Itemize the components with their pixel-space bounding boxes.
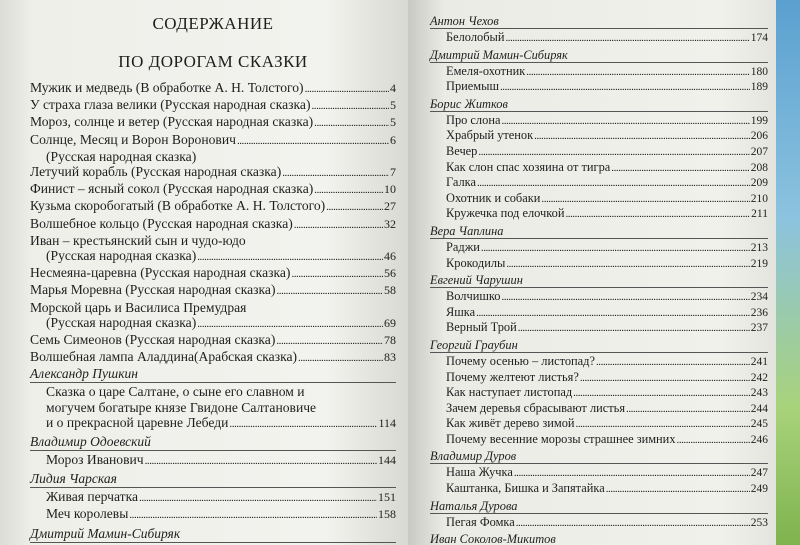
toc-entry [30,132,396,149]
toc-entry [430,515,768,531]
entry-title: Мороз, солнце и ветер (Русская народная сказка) [30,114,314,130]
dot-leader [229,417,377,432]
author-group [430,449,768,496]
toc-entry-line [446,401,768,417]
dot-leader [276,334,383,349]
entry-page: 46 [384,249,396,264]
author-name: Антон Чехов [430,14,768,29]
dot-leader [541,192,749,207]
toc-entry-line [30,149,396,164]
dot-leader [526,65,749,80]
author-group [430,338,768,448]
entry-title: Приемыш [446,79,499,94]
entry-page: 174 [750,32,768,44]
entry-page: 243 [750,387,768,400]
entry-page: 245 [750,418,768,431]
entry-title: Почему желтеют листья? [446,369,579,384]
dot-leader [516,516,750,531]
toc-entry-line [446,206,768,222]
entry-page: 209 [750,177,768,190]
entry-page: 244 [750,402,768,415]
entry-page: 114 [378,415,396,430]
toc-entry [430,401,768,417]
toc-entry-line [30,181,396,198]
entry-title: Меч королевы [46,506,129,522]
entry-title: Марья Моревна (Русская народная сказка) [30,282,276,298]
toc-entry [430,160,768,176]
right-page [408,0,776,545]
entry-title: Про слона [446,112,501,127]
toc-entry [30,265,396,282]
toc-entry [430,206,768,222]
toc-entry-line [446,79,768,95]
entry-title: Почему весенние морозы страшнее зимних [446,431,676,446]
toc-entry-line [46,452,396,469]
entry-title: Зачем деревья сбрасывают листья [446,400,626,415]
author-group [30,471,396,523]
dot-leader [573,386,750,401]
author-group [430,97,768,222]
entry-page: 5 [390,98,396,113]
toc-entry-line [446,191,768,207]
entry-title: Волшебная лампа Аладдина(Арабская сказка) [30,349,298,365]
toc-entry [430,320,768,336]
toc-entry [430,465,768,481]
author-name: Евгений Чарушин [430,273,768,288]
entry-page: 32 [384,216,396,231]
toc-entry [30,506,396,523]
entry-title: Почему осенью – листопад? [446,353,595,368]
toc-entry-line [446,354,768,370]
toc-entry [430,370,768,386]
entry-title: Солнце, Месяц и Ворон Воронович [30,131,236,147]
author-group [430,499,768,531]
entry-title: Несмеяна-царевна (Русская народная сказка) [30,265,291,281]
entry-title: Как живёт дерево зимой [446,416,575,431]
toc-entry [30,332,396,349]
toc-entry-line [446,385,768,401]
dot-leader [514,466,750,481]
entry-title: Как слон спас хозяина от тигра [446,159,611,174]
entry-page: 10 [384,182,396,197]
entry-title: могучем богатыре князе Гвидоне Салтановиче [46,399,317,415]
toc-entry [430,256,768,272]
author-group [30,526,396,545]
entry-page: 58 [384,283,396,298]
dot-leader [506,257,749,272]
entry-page: 158 [378,507,396,522]
toc-entry-line [30,265,396,282]
toc-entry-line [30,164,396,181]
entry-title: (Русская народная сказка) [46,314,197,330]
entry-page: 6 [390,132,396,147]
entry-page: 144 [378,453,396,468]
dot-leader [291,267,383,282]
toc-entry [30,349,396,366]
entry-page: 249 [750,483,768,496]
toc-entry-line [446,416,768,432]
toc-entry [430,191,768,207]
toc-entry [430,481,768,497]
dot-leader [505,31,749,46]
right-authors-list [430,14,768,545]
toc-entry [30,300,396,315]
dot-leader [477,176,750,191]
author-group [430,532,768,545]
dot-leader [314,116,389,131]
entry-title: Наша Жучка [446,465,513,480]
entry-title: Сказка о царе Салтане, о сыне его славном и [46,384,305,400]
toc-entry-line [446,481,768,497]
entry-title: Раджи [446,239,480,254]
toc-entry [30,489,396,506]
dot-leader [326,200,383,215]
dot-leader [476,306,750,321]
author-group [30,434,396,469]
toc-entry-line [446,465,768,481]
toc-entry-line [30,332,396,349]
toc-entry [30,114,396,131]
entry-page: 4 [390,81,396,95]
dot-leader [197,317,383,332]
entry-title: Крокодилы [446,255,506,270]
toc-entry [430,305,768,321]
toc-entry-line [46,384,396,399]
entry-page: 211 [751,208,768,221]
toc-entry [430,79,768,95]
entry-page: 246 [750,433,768,446]
toc-entry [430,175,768,191]
toc-entry-line [446,432,768,448]
toc-entry [30,164,396,181]
toc-entry-line [30,198,396,215]
author-name: Дмитрий Мамин-Сибиряк [430,48,768,63]
dot-leader [139,491,377,506]
toc-entry-line [30,233,396,248]
toc-entry-line [446,160,768,176]
dot-leader [282,166,389,181]
dot-leader [580,371,750,386]
entry-title: Храбрый утенок [446,128,534,143]
toc-entry [30,400,396,415]
entry-title: (Русская народная сказка) [46,148,197,164]
toc-entry [430,144,768,160]
author-name: Иван Соколов-Микитов [430,532,768,545]
dot-leader [276,284,383,299]
toc-entry [30,198,396,215]
entry-page: 242 [750,371,768,384]
left-authors-list [30,366,396,545]
toc-entry-line [446,175,768,191]
entry-title: Иван – крестьянский сын и чудо-юдо [30,232,246,248]
dot-leader [314,183,383,198]
dot-leader [626,402,750,417]
entry-page: 253 [750,516,768,529]
dot-leader [501,114,749,129]
entry-page: 213 [750,241,768,254]
toc-entry [30,97,396,114]
entry-title: Волчишко [446,289,501,304]
entry-page: 78 [384,333,396,348]
toc-entry [30,282,396,299]
toc-entry [430,354,768,370]
toc-entry-line [30,216,396,233]
entry-title: (Русская народная сказка) [46,248,197,264]
toc-entry [30,233,396,248]
toc-entry-line [446,240,768,256]
author-name: Александр Пушкин [30,366,396,383]
toc-entry-line [446,64,768,80]
entry-title: Охотник и собаки [446,190,541,205]
dot-leader [576,417,750,432]
entry-title: Емеля-охотник [446,63,526,78]
entry-page: 151 [378,490,396,505]
entry-title: Верный Трой [446,320,517,335]
next-page-edge [776,0,800,545]
toc-entry-line [446,370,768,386]
toc-entry [30,181,396,198]
entry-page: 207 [750,145,768,158]
toc-entry-line [446,320,768,336]
dot-leader [294,218,383,233]
toc-entry [30,415,396,432]
toc-entry-line [446,256,768,272]
contents-heading: СОДЕРЖАНИЕ [152,14,274,33]
toc-entry [430,64,768,80]
author-name: Владимир Одоевский [30,434,396,451]
author-group [430,224,768,271]
entry-page: 236 [750,306,768,319]
author-name: Владимир Дуров [430,449,768,464]
toc-entry [430,289,768,305]
toc-entry-line [30,300,396,315]
entry-page: 208 [750,161,768,174]
entry-title: Летучий корабль (Русская народная сказка) [30,164,282,180]
toc-entry [430,113,768,129]
dot-leader [565,207,750,222]
entry-title: Волшебное кольцо (Русская народная сказка) [30,215,293,231]
toc-entry-line [30,97,396,114]
entry-page: 7 [390,165,396,180]
entry-title: Пегая Фомка [446,514,515,529]
entry-page: 237 [750,322,768,335]
entry-page: 83 [384,350,396,365]
toc-entry [430,432,768,448]
entry-title: Каштанка, Бишка и Запятайка [446,481,605,496]
toc-entry [430,240,768,256]
toc-entry-line [446,289,768,305]
entry-page: 199 [750,114,768,127]
entry-title: Семь Симеонов (Русская народная сказка) [30,332,276,348]
toc-entry [30,149,396,164]
toc-entry [430,128,768,144]
author-name: Вера Чаплина [430,224,768,239]
entry-page: 206 [750,130,768,143]
dot-leader [237,134,389,149]
toc-entry-line [46,415,396,432]
entry-page: 210 [750,192,768,205]
toc-entry [30,315,396,332]
toc-entry-line [446,515,768,531]
section-heading: ПО ДОРОГАМ СКАЗКИ [118,52,308,71]
toc-entry [30,248,396,265]
toc-entry [30,384,396,399]
entry-title: Галка [446,175,476,190]
entry-page: 234 [750,291,768,304]
entry-title: Мужик и медведь (В обработке А. Н. Толстого) [30,80,304,95]
entry-title: Мороз Иванович [46,452,144,468]
entry-title: Морской царь и Василиса Премудрая [30,299,247,315]
toc-entry-line [446,30,768,46]
entry-title: Яшка [446,304,476,319]
entry-page: 241 [750,355,768,368]
entry-page: 5 [390,115,396,130]
toc-entry-line [46,506,396,523]
dot-leader [611,161,749,176]
toc-entry [30,80,396,97]
toc-entry [30,216,396,233]
toc-entry-line [446,113,768,129]
entry-title: Кружечка под елочкой [446,206,565,221]
dot-leader [596,355,750,370]
author-group [30,366,396,432]
entry-page: 189 [750,81,768,94]
author-group [430,48,768,95]
dot-leader [311,99,389,114]
toc-entry-line [30,282,396,299]
entry-title: Финист – ясный сокол (Русская народная сказка) [30,181,314,197]
entry-page: 219 [750,257,768,270]
dot-leader [298,351,383,366]
toc-entry-line [446,144,768,160]
dot-leader [518,321,750,336]
folk-tales-list [30,80,396,366]
toc-entry-line [446,128,768,144]
dot-leader [145,454,377,469]
entry-page: 56 [384,266,396,281]
toc-entry [430,385,768,401]
dot-leader [501,290,749,305]
dot-leader [197,250,383,265]
author-name: Наталья Дурова [430,499,768,514]
entry-title: У страха глаза велики (Русская народная сказка) [30,97,311,113]
author-name: Борис Житков [430,97,768,112]
entry-title: Живая перчатка [46,489,139,505]
toc-entry-line [446,305,768,321]
toc-entry [430,30,768,46]
dot-leader [534,129,750,144]
toc-entry-line [30,80,396,97]
dot-leader [606,482,750,497]
toc-entry-line [30,349,396,366]
dot-leader [129,508,377,523]
toc-entry-line [46,489,396,506]
entry-page: 69 [384,315,396,330]
toc-entry [430,416,768,432]
entry-title: Кузьма скоробогатый (В обработке А. Н. Толстого) [30,198,326,214]
toc-entry [30,452,396,469]
author-group [430,14,768,46]
dot-leader [500,80,750,95]
entry-page: 247 [750,467,768,480]
author-name: Георгий Граубин [430,338,768,353]
entry-title: Вечер [446,143,478,158]
toc-entry-line [30,114,396,131]
toc-entry-line [46,400,396,415]
entry-page: 180 [750,65,768,78]
dot-leader [481,241,750,256]
entry-title: Как наступает листопад [446,385,573,400]
author-name: Лидия Чарская [30,471,396,488]
dot-leader [305,82,389,97]
dot-leader [478,145,749,160]
entry-title: Белолобый [446,30,505,44]
toc-entry-line [30,315,396,332]
entry-title: и о прекрасной царевне Лебеди [46,414,229,430]
author-name: Дмитрий Мамин-Сибиряк [30,526,396,543]
toc-entry-line [30,248,396,265]
dot-leader [677,433,750,448]
entry-page: 27 [384,199,396,214]
author-group [430,273,768,336]
toc-entry-line [30,132,396,149]
